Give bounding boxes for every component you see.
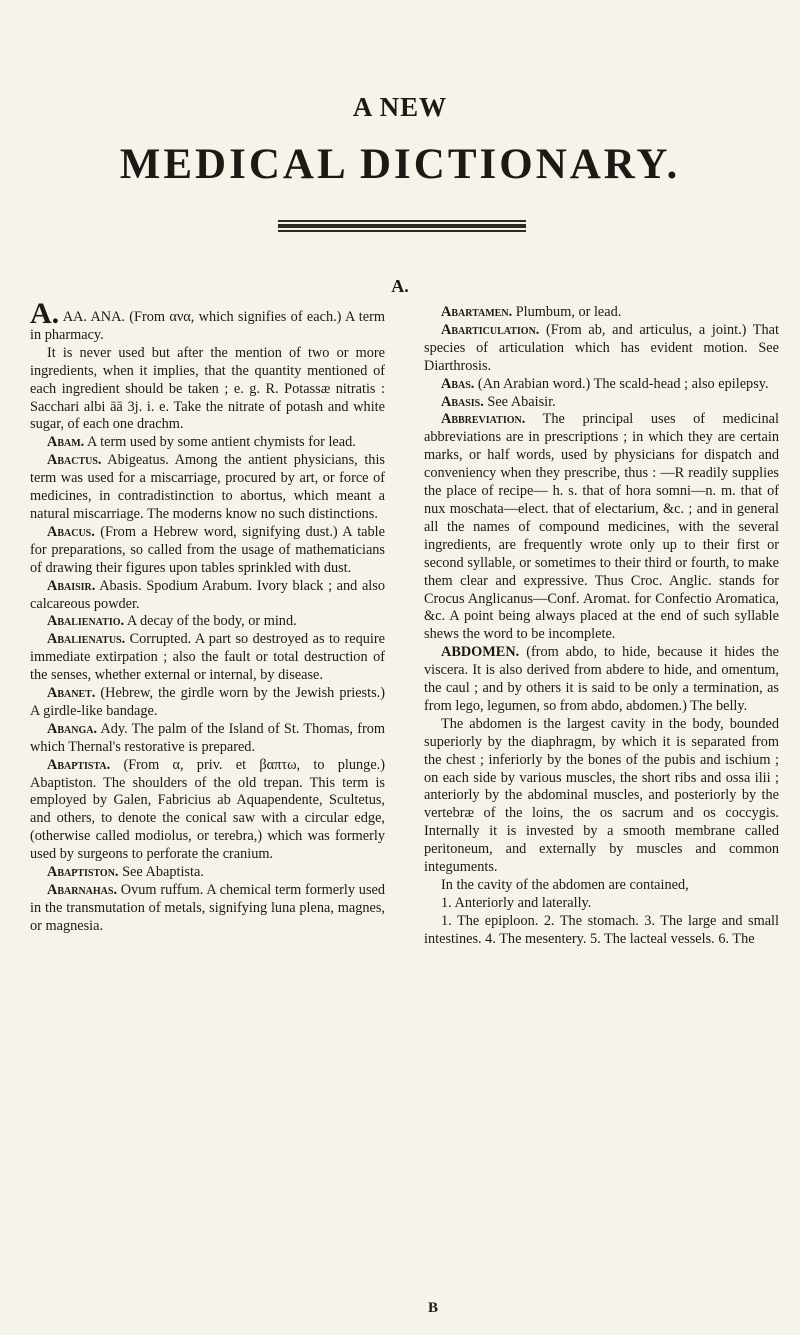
entry-abaptiston: Abaptiston. See Abaptista. (47, 864, 204, 881)
entry-abdomen-body: The abdomen is the largest cavity in the body, bounded superiorly by the diaphragm, by which it is separated from the chest ; inferiorly by the bones of the pubis and ischium ; on each side by various muscles, the short ribs and ossa ilii ; anteriorly by the abdominal muscles, and posteriorly by the vertebræ of the loins, the os sacrum and os coccygis. Internally it is invested by a smooth membrane called peritoneum, and externally by muscles and common integuments. (424, 715, 779, 876)
entry-abalienatio: Abalienatio. A decay of the body, or mind. (47, 613, 297, 630)
initial-a: A. (30, 297, 60, 330)
entry-abanet: Abanet. (Hebrew, the girdle worn by the Jewish priests.) A girdle-like bandage. (30, 685, 385, 719)
entry-abarticulation: Abarticulation. (From ab, and articulus, a joint.) That species of articulation which has evident motion. See Diarthrosis. (424, 321, 779, 374)
header-subtitle: A NEW (352, 92, 448, 122)
entry-abaisir: Abaisir. Abasis. Spodium Arabum. Ivory black ; and also calcareous powder. (30, 577, 385, 612)
entry-abas: Abas. (An Arabian word.) The scald-head ; also epilepsy. (441, 375, 769, 392)
entry-abarnahas: Abarnahas. Ovum ruffum. A chemical term formerly used in the transmutation of metals, signifying luna plena, magnes, or magnesia. (30, 882, 385, 934)
section-letter: A. (391, 276, 409, 296)
entry-abbreviation: Abbreviation. The principal uses of medicinal abbreviations are in prescriptions ; in which they are certain marks, or half words, used by physicians for dispatch and conveniency when they prescribe, thus : —R readily supplies the place of recipe— h. s. that of hora somni—n. m. that of nux moschata—elect. that of electarium, &c. ; and in general all the names of compound medicines, with the several ingredients, are frequently wrote only up to their first or second syllable, or sometimes to their third or fourth, to make them clear and expressive. Thus Croc. Anglic. stands for Crocus Anglicanus—Conf. Aromat. for Confectio Aromatica, &c. A point being always placed at the end of such syllable shews the word to be incomplete. (424, 411, 779, 643)
title-rule (278, 220, 526, 234)
entry-abam: Abam. A term used by some antient chymists for lead. (47, 434, 356, 451)
entry-abasis: Abasis. See Abaisir. (441, 393, 556, 410)
entry-a: A. AA. ANA. (From ανα, which signifies of each.) A term in pharmacy. (30, 297, 385, 343)
left-column (30, 297, 385, 936)
right-column (424, 304, 779, 949)
entry-abartamen: Abartamen. Plumbum, or lead. (441, 304, 622, 320)
entry-abactus: Abactus. Abigeatus. Among the antient physicians, this term was used for a miscarriage, procured by art, or force of medicines, in contradistinction to abortus, which meant a natural miscarriage. The moderns know no such distinctions. (30, 452, 385, 522)
page-title: MEDICAL DICTIONARY. (119, 141, 681, 188)
signature-mark: B (428, 1300, 439, 1316)
entry-abacus: Abacus. (From a Hebrew word, signifying dust.) A table for preparations, so called from the usage of mathematicians of drawing their figures upon tables sprinkled with dust. (30, 523, 385, 576)
list-heading: 1. Anteriorly and laterally. (441, 894, 592, 911)
entry-abdomen: ABDOMEN. (from abdo, to hide, because it hides the viscera. It is also derived from abdere to hide, and omentum, the caul ; and by others it is said to be only a termination, as from lego, legumen, so from abdo, abdomen.) The belly. (424, 644, 779, 714)
entry-abaptista: Abaptista. (From α, priv. et βαπτω, to plunge.) Abaptiston. The shoulders of the old trepan. This term is employed by Galen, Fabricius ab Aquapendente, Scultetus, and others, to denote the conical saw with a circular edge, (otherwise called modiolus, or terebra,) which was formerly used by surgeons to perforate the cranium. (30, 756, 385, 863)
entry-a-usage: It is never used but after the mention of two or more ingredients, when it implies, that the quantity mentioned of each ingredient should be taken ; e. g. R. Potassæ nitratis : Sacchari albi āā 3j. i. e. Take the nitrate of potash and white sugar, of each one drachm. (30, 344, 385, 433)
list-items: 1. The epiploon. 2. The stomach. 3. The large and small intestines. 4. The mesentery. 5. The lacteal vessels. 6. The (424, 912, 779, 947)
entry-abalienatus: Abalienatus. Corrupted. A part so destroyed as to require immediate extirpation ; also the fault or total destruction of the senses, whether external or internal, by disease. (30, 631, 385, 684)
entry-abanga: Abanga. Ady. The palm of the Island of St. Thomas, from which Thernal's restorative is prepared. (30, 720, 385, 755)
entry-abdomen-contents: In the cavity of the abdomen are contained, (441, 877, 689, 893)
